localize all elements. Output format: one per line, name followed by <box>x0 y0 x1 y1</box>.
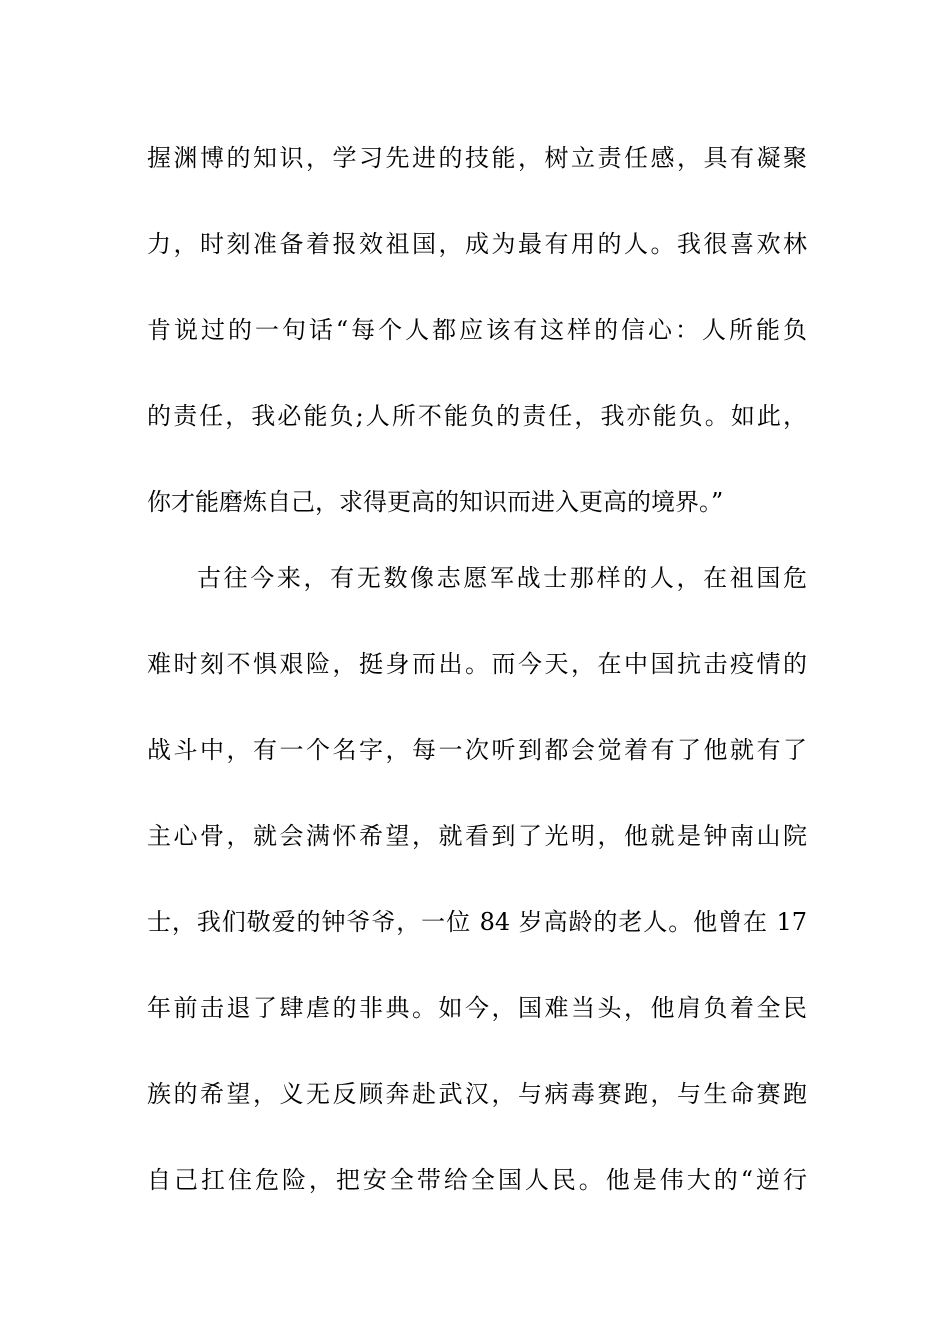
text-line-3: 肯说过的一句话“每个人都应该有这样的信心：人所能负 <box>147 316 807 344</box>
text-line-9: 主心骨，就会满怀希望，就看到了光明，他就是钟南山院 <box>147 822 807 850</box>
text-line-4: 的责任，我必能负;人所不能负的责任，我亦能负。如此， <box>147 402 807 430</box>
text-line-10: 士，我们敬爱的钟爷爷，一位 84 岁高龄的老人。他曾在 17 <box>147 908 807 936</box>
text-line-7: 难时刻不惧艰险，挺身而出。而今天，在中国抗击疫情的 <box>147 650 807 678</box>
text-line-6: 古往今来，有无数像志愿军战士那样的人，在祖国危 <box>197 564 807 592</box>
text-line-5: 你才能磨炼自己，求得更高的知识而进入更高的境界。” <box>147 488 724 516</box>
text-line-8: 战斗中，有一个名字，每一次听到都会觉着有了他就有了 <box>147 736 807 764</box>
text-line-11: 年前击退了肆虐的非典。如今，国难当头，他肩负着全民 <box>147 994 807 1022</box>
text-line-13: 自己扛住危险，把安全带给全国人民。他是伟大的“逆行 <box>147 1166 807 1194</box>
text-line-1: 握渊博的知识，学习先进的技能，树立责任感，具有凝聚 <box>147 144 807 172</box>
text-line-2: 力，时刻准备着报效祖国，成为最有用的人。我很喜欢林 <box>147 230 807 258</box>
text-line-12: 族的希望，义无反顾奔赴武汉，与病毒赛跑，与生命赛跑 <box>147 1080 807 1108</box>
